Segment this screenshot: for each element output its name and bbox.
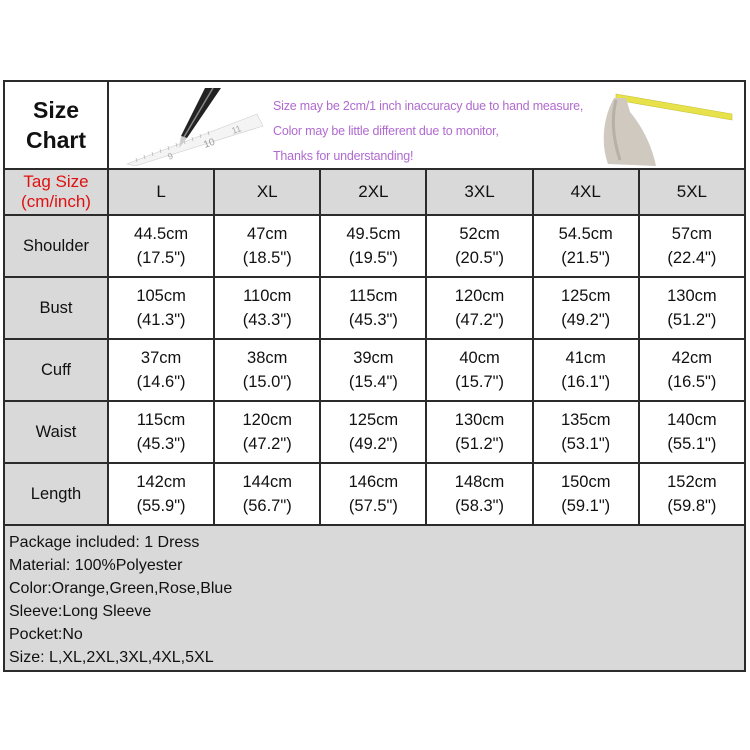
inch-value: (59.1") [561, 497, 611, 515]
cell [533, 401, 639, 463]
size-col-3xl: 3XL [426, 169, 532, 215]
cm-value: 144cm [242, 473, 292, 491]
cm-value: 44.5cm [134, 225, 189, 243]
size-header-row [4, 169, 745, 215]
inch-value: (45.3") [348, 311, 398, 329]
inch-value: (43.3") [242, 311, 292, 329]
inch-value: (16.5") [667, 373, 717, 391]
size-col-xl: XL [214, 169, 320, 215]
cell [108, 277, 214, 339]
inch-value: (53.1") [561, 435, 611, 453]
chart-title [4, 81, 108, 169]
cell [426, 463, 532, 525]
cell [533, 339, 639, 401]
cm-value: 130cm [454, 411, 505, 429]
inch-value: (55.1") [667, 435, 717, 453]
cm-value: 52cm [459, 225, 500, 243]
inch-value: (58.3") [455, 497, 505, 515]
size-col-5xl: 5XL [639, 169, 745, 215]
disclaimer-banner [108, 81, 745, 169]
cell [320, 215, 426, 277]
size-col-2xl: 2XL [320, 169, 426, 215]
product-info [3, 526, 746, 672]
cell [214, 463, 320, 525]
cell [639, 215, 745, 277]
size-col-l: L [108, 169, 214, 215]
inch-value: (55.9") [136, 497, 186, 515]
inch-value: (45.3") [136, 435, 186, 453]
cell [639, 401, 745, 463]
tag-size-line-1: Tag Size [23, 172, 89, 191]
table-row-length [4, 463, 745, 525]
cell [639, 463, 745, 525]
row-label: Waist [4, 401, 108, 463]
info-package: Package included: 1 Dress [9, 534, 200, 551]
inch-value: (15.0") [242, 373, 292, 391]
cell [108, 463, 214, 525]
cm-value: 41cm [565, 349, 606, 367]
cm-value: 152cm [667, 473, 717, 491]
cm-value: 150cm [560, 473, 611, 491]
cell [533, 463, 639, 525]
cm-value: 142cm [136, 473, 186, 491]
inch-value: (51.2") [667, 311, 717, 329]
cell [108, 401, 214, 463]
note-1: Size may be 2cm/1 inch inaccuracy due to hand measure, [273, 99, 584, 113]
cell [214, 277, 320, 339]
cm-value: 42cm [671, 349, 713, 367]
inch-value: (15.7") [455, 373, 505, 391]
cm-value: 57cm [671, 225, 713, 243]
cm-value: 120cm [242, 411, 292, 429]
size-col-4xl: 4XL [533, 169, 639, 215]
inch-value: (56.7") [242, 497, 292, 515]
inch-value: (19.5") [348, 249, 398, 267]
table-row-bust [4, 277, 745, 339]
inch-value: (49.2") [348, 435, 398, 453]
tag-size-line-2: (cm/inch) [21, 192, 91, 211]
header-row [4, 81, 745, 169]
cell [320, 277, 426, 339]
inch-value: (22.4") [667, 249, 717, 267]
cell [426, 277, 532, 339]
inch-value: (47.2") [455, 311, 505, 329]
inch-value: (16.1") [561, 373, 611, 391]
info-color: Color:Orange,Green,Rose,Blue [9, 580, 233, 597]
cm-value: 39cm [353, 349, 394, 367]
title-line-1: Size [32, 97, 80, 123]
cm-value: 105cm [136, 287, 186, 305]
inch-value: (20.5") [455, 249, 505, 267]
inch-value: (47.2") [242, 435, 292, 453]
cm-value: 130cm [667, 287, 717, 305]
cm-value: 38cm [247, 349, 288, 367]
cm-value: 54.5cm [558, 225, 613, 243]
table-row-cuff [4, 339, 745, 401]
cell [108, 215, 214, 277]
cell [108, 339, 214, 401]
inch-value: (49.2") [561, 311, 611, 329]
cell [320, 401, 426, 463]
cell [214, 401, 320, 463]
row-label: Cuff [4, 339, 108, 401]
row-label: Length [4, 463, 108, 525]
cm-value: 40cm [459, 349, 500, 367]
cm-value: 49.5cm [346, 225, 401, 243]
tag-size-label [4, 169, 108, 215]
inch-value: (17.5") [136, 249, 186, 267]
cell [426, 215, 532, 277]
cm-value: 37cm [140, 349, 182, 367]
cell [214, 215, 320, 277]
info-size: Size: L,XL,2XL,3XL,4XL,5XL [9, 649, 214, 666]
cell [533, 277, 639, 339]
inch-value: (57.5") [348, 497, 398, 515]
note-2: Color may be little different due to monitor, [273, 124, 499, 138]
inch-value: (51.2") [455, 435, 505, 453]
disclaimer-notes [273, 94, 583, 169]
info-pocket: Pocket:No [9, 626, 83, 643]
hand-measuring-tape-icon [586, 86, 736, 166]
cell [533, 215, 639, 277]
cm-value: 125cm [560, 287, 611, 305]
svg-text:10: 10 [202, 136, 217, 151]
cell [639, 277, 745, 339]
cm-value: 146cm [348, 473, 399, 491]
inch-value: (14.6") [136, 373, 186, 391]
table-row-shoulder [4, 215, 745, 277]
cm-value: 140cm [667, 411, 717, 429]
note-3: Thanks for understanding! [273, 149, 414, 163]
pencil-ruler-icon [117, 86, 267, 166]
cm-value: 47cm [247, 225, 288, 243]
inch-value: (15.4") [348, 373, 398, 391]
info-sleeve: Sleeve:Long Sleeve [9, 603, 152, 620]
title-line-2: Chart [25, 127, 87, 153]
inch-value: (21.5") [561, 249, 611, 267]
cm-value: 148cm [454, 473, 505, 491]
inch-value: (18.5") [242, 249, 292, 267]
row-label: Bust [4, 277, 108, 339]
cm-value: 120cm [454, 287, 505, 305]
row-label: Shoulder [4, 215, 108, 277]
cell [214, 339, 320, 401]
svg-text:9: 9 [166, 150, 175, 162]
cell [320, 463, 426, 525]
cell [426, 339, 532, 401]
inch-value: (41.3") [136, 311, 186, 329]
inch-value: (59.8") [667, 497, 717, 515]
size-table [3, 80, 746, 526]
cm-value: 110cm [243, 287, 292, 305]
size-chart [3, 80, 746, 672]
cell [320, 339, 426, 401]
svg-text:11: 11 [230, 123, 243, 136]
table-row-waist [4, 401, 745, 463]
cell [639, 339, 745, 401]
cell [426, 401, 532, 463]
cm-value: 115cm [349, 287, 398, 305]
cm-value: 135cm [560, 411, 611, 429]
info-material: Material: 100%Polyester [9, 557, 183, 574]
cm-value: 115cm [136, 411, 186, 429]
cm-value: 125cm [348, 411, 399, 429]
